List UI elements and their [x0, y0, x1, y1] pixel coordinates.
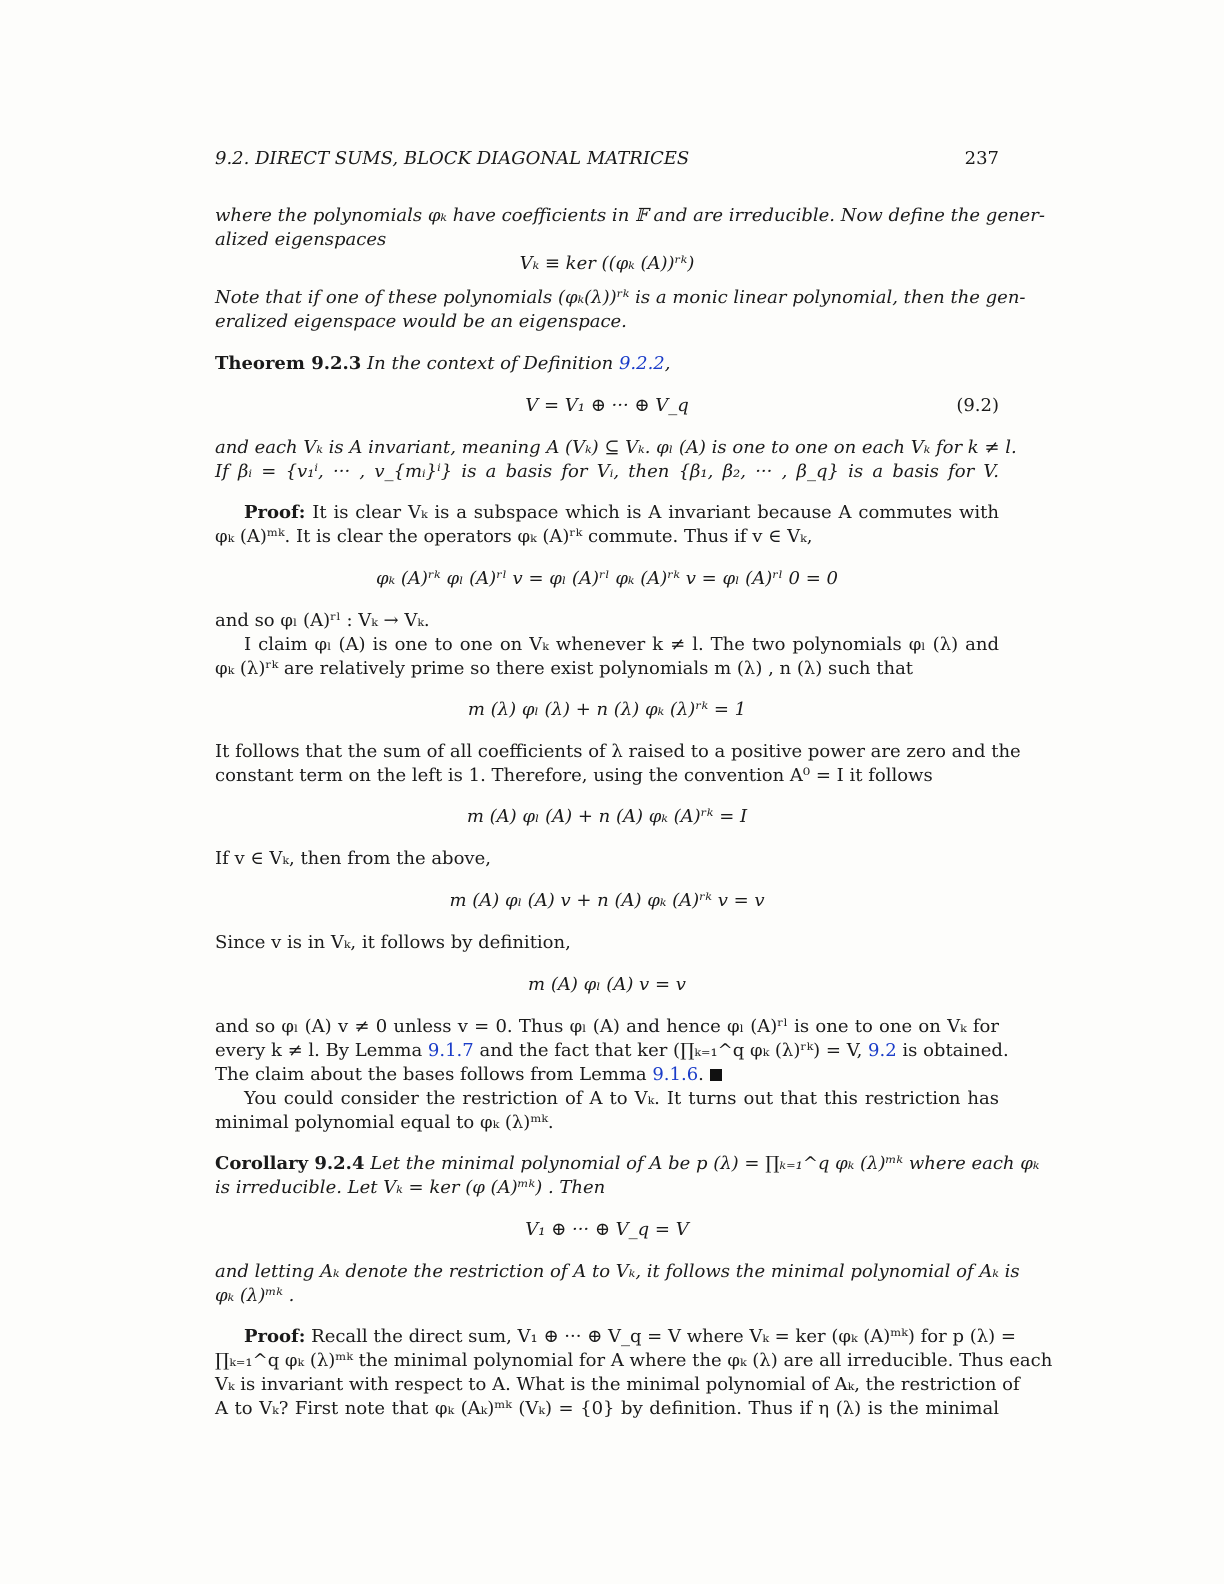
- text-line: A to Vₖ? First note that φₖ (Aₖ)ᵐᵏ (Vₖ) = {0} by definition. Thus if η (λ) is the minimal: [215, 1398, 999, 1419]
- theorem-label: Theorem 9.2.3: [215, 353, 362, 374]
- equation-link[interactable]: 9.2: [868, 1040, 897, 1061]
- text-line: I claim φₗ (A) is one to one on Vₖ whenever k ≠ l. The two polynomials φₗ (λ) and: [244, 634, 999, 655]
- theorem-statement: [215, 352, 999, 376]
- section-title: 9.2. DIRECT SUMS, BLOCK DIAGONAL MATRICES: [215, 148, 690, 169]
- proof-label: Proof:: [244, 1326, 306, 1347]
- text-line: [215, 1063, 999, 1087]
- text-line: φₖ (A)ᵐᵏ. It is clear the operators φₖ (A)ʳᵏ commute. Thus if v ∈ Vₖ,: [215, 526, 813, 547]
- equation: φₖ (A)ʳᵏ φₗ (A)ʳˡ v = φₗ (A)ʳˡ φₖ (A)ʳᵏ v = φₗ (A)ʳˡ 0 = 0: [376, 568, 838, 589]
- proof-text: It is clear Vₖ is a subspace which is A invariant because A commutes with: [305, 502, 999, 523]
- text-span: The claim about the bases follows from Lemma: [215, 1064, 653, 1085]
- equation: m (A) φₗ (A) v + n (A) φₖ (A)ʳᵏ v = v: [449, 890, 765, 911]
- equation: m (A) φₗ (A) v = v: [528, 974, 686, 995]
- proof-label: Proof:: [244, 502, 306, 523]
- equation: m (λ) φₗ (λ) + n (λ) φₖ (λ)ʳᵏ = 1: [467, 699, 747, 720]
- text-span: every k ≠ l. By Lemma: [215, 1040, 428, 1061]
- qed-square-icon: [710, 1069, 722, 1081]
- definition-link[interactable]: 9.2.2: [618, 353, 665, 374]
- text-line: If βᵢ = {v₁ⁱ, ··· , v_{mᵢ}ⁱ} is a basis for Vᵢ, then {β₁, β₂, ··· , β_q} is a basis for V.: [215, 461, 999, 482]
- text-body: [215, 204, 1053, 1434]
- page-number: 237: [964, 148, 999, 169]
- text-line: and letting Aₖ denote the restriction of A to Vₖ, it follows the minimal polynomial of Aₖ is: [215, 1261, 1020, 1282]
- proof-text: Recall the direct sum, V₁ ⊕ ··· ⊕ V_q = V where Vₖ = ker (φₖ (A)ᵐᵏ) for p (λ) =: [305, 1326, 1016, 1347]
- theorem-text: In the context of Definition: [361, 353, 619, 374]
- text-line: If v ∈ Vₖ, then from the above,: [215, 848, 491, 869]
- corollary-label: Corollary 9.2.4: [215, 1153, 365, 1174]
- lemma-link[interactable]: 9.1.7: [427, 1040, 474, 1061]
- equation-number: (9.2): [956, 395, 999, 416]
- theorem-text-end: ,: [664, 353, 671, 374]
- text-span: .: [698, 1064, 704, 1085]
- text-line: and so φₗ (A) v ≠ 0 unless v = 0. Thus φₗ (A) and hence φₗ (A)ʳˡ is one to one on Vₖ for: [215, 1016, 999, 1037]
- text-line: alized eigenspaces: [215, 229, 387, 250]
- equation-9-2: [215, 394, 999, 418]
- text-line: Since v is in Vₖ, it follows by definition,: [215, 932, 571, 953]
- text-line: minimal polynomial equal to φₖ (λ)ᵐᵏ.: [215, 1112, 554, 1133]
- text-line: Note that if one of these polynomials (φₖ(λ))ʳᵏ is a monic linear polynomial, then the gen-: [215, 287, 1026, 308]
- text-line: constant term on the left is 1. Therefore, using the convention A⁰ = I it follows: [215, 765, 933, 786]
- lemma-link[interactable]: 9.1.6: [652, 1064, 699, 1085]
- equation: m (A) φₗ (A) + n (A) φₖ (A)ʳᵏ = I: [466, 806, 748, 827]
- text-span: is obtained.: [896, 1040, 1009, 1061]
- corollary-statement: [215, 1152, 1040, 1176]
- text-line: Vₖ is invariant with respect to A. What is the minimal polynomial of Aₖ, the restriction of: [215, 1374, 1020, 1395]
- equation: V = V₁ ⊕ ··· ⊕ V_q: [525, 395, 689, 416]
- running-header: [215, 148, 999, 172]
- text-line: It follows that the sum of all coefficients of λ raised to a positive power are zero and the: [215, 741, 1021, 762]
- proof-line: [215, 1325, 1016, 1349]
- text-span: and the fact that ker (∏ₖ₌₁^q φₖ (λ)ʳᵏ) = V,: [473, 1040, 869, 1061]
- text-line: φₖ (λ)ᵐᵏ .: [215, 1285, 295, 1306]
- text-line: You could consider the restriction of A to Vₖ. It turns out that this restriction has: [244, 1088, 999, 1109]
- text-line: where the polynomials φₖ have coefficients in 𝔽 and are irreducible. Now define the gener-: [215, 205, 1045, 226]
- text-line: φₖ (λ)ʳᵏ are relatively prime so there exist polynomials m (λ) , n (λ) such that: [215, 658, 914, 679]
- corollary-text: Let the minimal polynomial of A be p (λ) = ∏ₖ₌₁^q φₖ (λ)ᵐᵏ where each φₖ: [364, 1153, 1040, 1174]
- proof-line: [215, 501, 999, 525]
- text-line: and each Vₖ is A invariant, meaning A (Vₖ) ⊆ Vₖ. φₗ (A) is one to one on each Vₖ for k ≠ l.: [215, 437, 1017, 458]
- text-line: and so φₗ (A)ʳˡ : Vₖ → Vₖ.: [215, 610, 430, 631]
- equation: V₁ ⊕ ··· ⊕ V_q = V: [525, 1219, 689, 1240]
- text-line: is irreducible. Let Vₖ = ker (φ (A)ᵐᵏ) . Then: [215, 1177, 606, 1198]
- text-line: ∏ₖ₌₁^q φₖ (λ)ᵐᵏ the minimal polynomial for A where the φₖ (λ) are all irreducible. Thus each: [215, 1350, 1053, 1371]
- equation: Vₖ ≡ ker ((φₖ (A))ʳᵏ): [519, 253, 695, 274]
- text-line: eralized eigenspace would be an eigenspace.: [215, 311, 627, 332]
- text-line: [215, 1039, 1009, 1063]
